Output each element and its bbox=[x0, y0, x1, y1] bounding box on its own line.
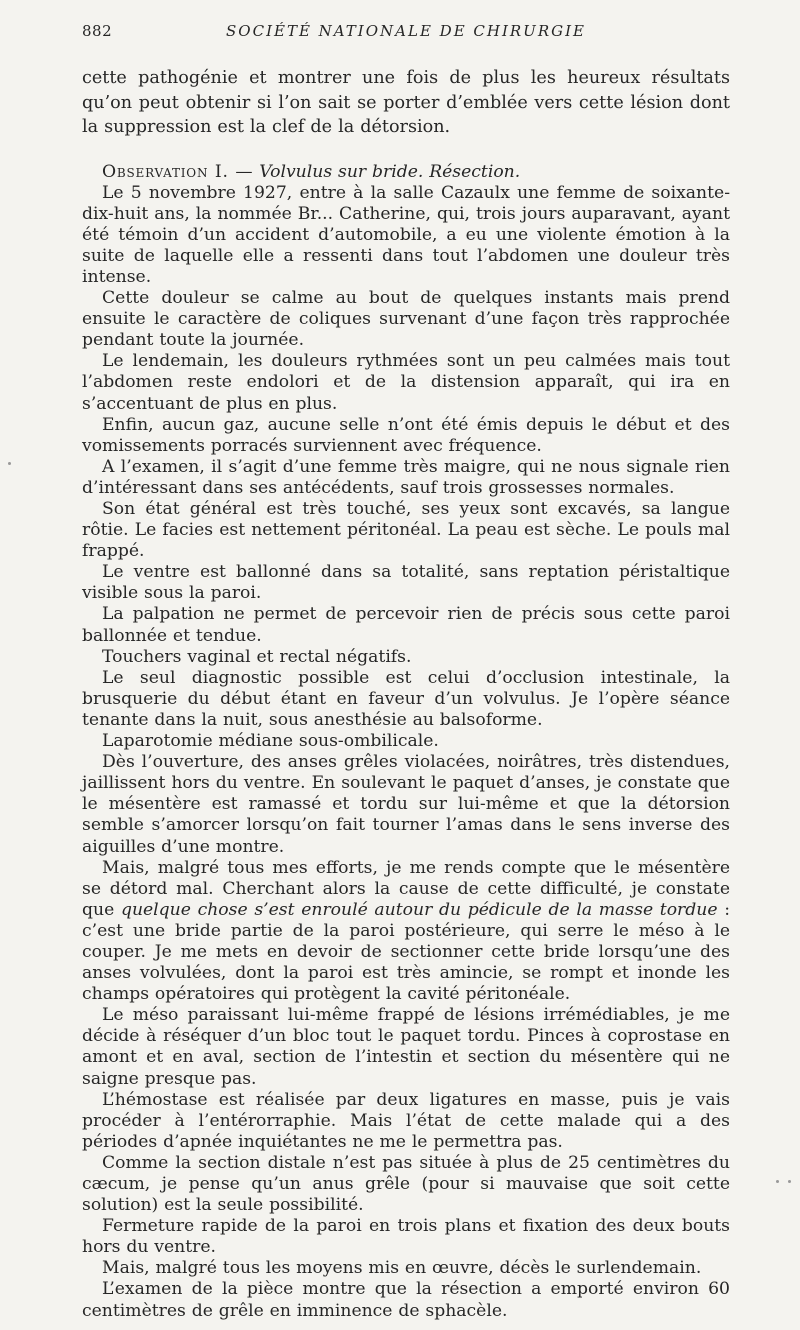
paragraph-with-emphasis bbox=[82, 858, 730, 1006]
page-number: 882 bbox=[82, 22, 113, 40]
margin-mark bbox=[776, 1180, 779, 1183]
paragraph: Son état général est très touché, ses yeux sont excavés, sa langue rôtie. Le facies est nettement péritonéal. La peau est sèche. Le pouls mal frappé. bbox=[82, 499, 730, 562]
paragraph: Mais, malgré tous les moyens mis en œuvre, décès le surlendemain. bbox=[102, 1258, 702, 1279]
margin-mark bbox=[788, 1180, 791, 1183]
paragraph: L’hémostase est réalisée par deux ligatures en masse, puis je vais procéder à l’entérorraphie. Mais l’état de cette malade qui a des périodes d’apnée inquiétantes ne me le permettra pas. bbox=[82, 1089, 730, 1152]
running-title: SOCIÉTÉ NATIONALE DE CHIRURGIE bbox=[226, 22, 586, 40]
paragraph: Laparotomie médiane sous-ombilicale. bbox=[102, 731, 439, 752]
article-body bbox=[82, 66, 730, 1322]
paragraph-text: Mais, malgré tous mes efforts, je me rends compte que le mésentère se détord mal. Cherchant alors la cause de cette difficulté, je constate que bbox=[82, 857, 730, 920]
observation-title: Volvulus sur bride. Résection. bbox=[259, 161, 521, 182]
paragraph: Fermeture rapide de la paroi en trois plans et fixation des deux bouts hors du ventre. bbox=[82, 1216, 730, 1258]
paragraph: Enfin, aucun gaz, aucune selle n’ont été émis depuis le début et des vomissements porracés surviennent avec fréquence. bbox=[82, 414, 730, 456]
paragraph: Comme la section distale n’est pas située à plus de 25 centimètres du cæcum, je pense qu’un anus grêle (pour si mauvaise que soit cette solution) est la seule possibilité. bbox=[82, 1152, 730, 1216]
paragraph: Le lendemain, les douleurs rythmées sont un peu calmées mais tout l’abdomen reste endolori et de la distension apparaît, qui ira en s’accentuant de plus en plus. bbox=[82, 351, 730, 414]
observation-heading bbox=[82, 162, 730, 183]
paragraph: L’examen de la pièce montre que la résection a emporté environ 60 centimètres de grêle en imminence de sphacèle. bbox=[82, 1279, 730, 1321]
paragraph: Dès l’ouverture, des anses grêles violacées, noirâtres, très distendues, jaillissent hors du ventre. En soulevant le paquet d’anses, je constate que le mésentère est ramassé et tordu sur lui-même et que la détorsion semble s’amorcer lorsqu’on fait tourner l’amas dans le sens inverse des aiguilles d’une montre. bbox=[82, 752, 730, 857]
paragraph: La palpation ne permet de percevoir rien de précis sous cette paroi ballonnée et tendue. bbox=[82, 604, 730, 646]
paragraph: Le 5 novembre 1927, entre à la salle Cazaulx une femme de soixante-dix-huit ans, la nommée Br... Catherine, qui, trois jours auparavant, ayant été témoin d’un accident d’automobile, a eu une violente émotion à la suite de laquelle elle a ressenti dans tout l’abdomen une douleur très intense. bbox=[82, 182, 730, 287]
paragraph: A l’examen, il s’agit d’une femme très maigre, qui ne nous signale rien d’intéressant dans ses antécédents, sauf trois grossesses normales. bbox=[82, 456, 730, 498]
emphasized-text: quelque chose s’est enroulé autour du pédicule de la masse tordue bbox=[120, 899, 718, 920]
page-header bbox=[82, 22, 730, 46]
paragraph: Cette douleur se calme au bout de quelques instants mais prend ensuite le caractère de coliques survenant d’une façon très rapprochée pendant toute la journée. bbox=[82, 288, 730, 351]
paragraph: Le seul diagnostic possible est celui d’occlusion intestinale, la brusquerie du début étant en faveur d’un volvulus. Je l’opère séance tenante dans la nuit, sous anesthésie au balsoforme. bbox=[82, 667, 730, 730]
margin-mark bbox=[8, 462, 11, 465]
observation-label: Observation I. — bbox=[102, 161, 254, 182]
paragraph: Touchers vaginal et rectal négatifs. bbox=[102, 646, 412, 667]
paragraph-text: : c’est une bride partie de la paroi postérieure, qui serre le méso à le couper. Je me mets en devoir de sectionner cette bride lorsqu’une des anses volvulées, dont la paroi est très amincie, se rompt et inonde les champs opératoires qui protègent la cavité péritonéale. bbox=[82, 899, 730, 1005]
paragraph: Le ventre est ballonné dans sa totalité, sans reptation péristaltique visible sous la paroi. bbox=[82, 562, 730, 604]
intro-paragraph: cette pathogénie et montrer une fois de plus les heureux résultats qu’on peut obtenir si l’on sait se porter d’emblée vers cette lésion dont la suppression est la clef de la détorsion. bbox=[82, 68, 730, 137]
paragraph: Le méso paraissant lui-même frappé de lésions irrémédiables, je me décide à réséquer d’un bloc tout le paquet tordu. Pinces à coprostase en amont et en aval, section de l’intestin et section du mésentère qui ne saigne presque pas. bbox=[82, 1005, 730, 1089]
